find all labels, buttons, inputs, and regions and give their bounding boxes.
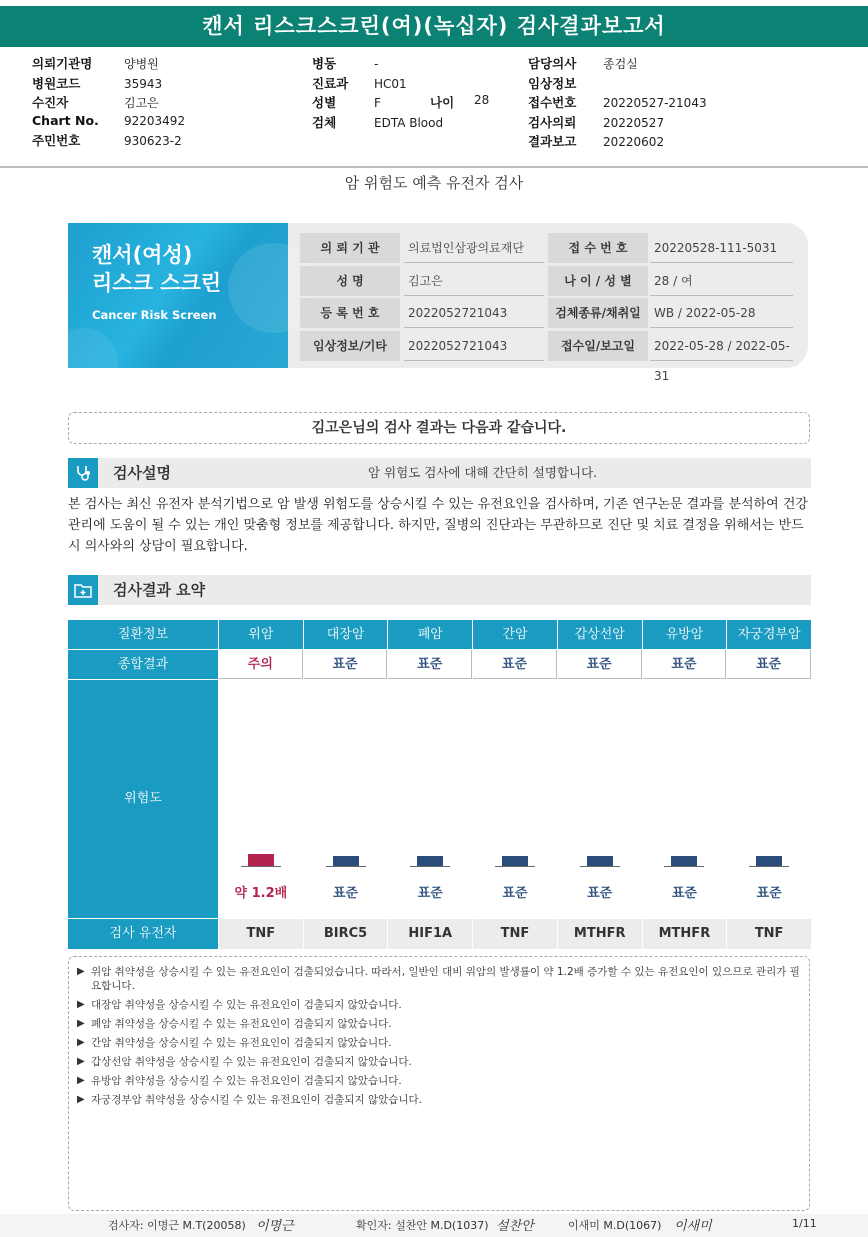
triangle-bullet-icon: ▶ (77, 966, 85, 977)
age-value: 28 (474, 93, 490, 107)
risk-bar (756, 856, 782, 866)
info-value: WB / 2022-05-28 (650, 298, 793, 328)
section-results (68, 575, 811, 605)
header-value: HC01 (374, 76, 407, 91)
triangle-bullet-icon: ▶ (77, 1037, 85, 1048)
risk-bar (671, 856, 697, 866)
overall-result: 주의 (219, 650, 303, 679)
banner-title-line1: 캔서(여성) (92, 243, 193, 267)
header-row (32, 93, 185, 113)
info-label: 임상정보/기타 (300, 331, 400, 361)
note-text: 위암 취약성을 상승시킬 수 있는 유전요인이 검출되었습니다. 따라서, 일반인 대비 위암의 발생률이 약 1.2배 증가할 수 있는 유전요인이 있으므로 관리가 필요합니다. (91, 966, 800, 992)
header-row (312, 93, 443, 113)
note-item (69, 965, 809, 993)
overall-result: 표준 (473, 650, 557, 679)
test-gene: MTHFR (643, 919, 727, 949)
header-col-2 (312, 54, 443, 132)
results-table (68, 620, 811, 949)
risk-bar (587, 856, 613, 866)
confirmer2-signature: 이새미 (674, 1219, 712, 1234)
page-number: 1/11 (792, 1217, 817, 1230)
risk-baseline (664, 866, 704, 867)
header-row (528, 132, 707, 152)
risk-bar (417, 856, 443, 866)
header-row (312, 113, 443, 133)
header-key: 병동 (312, 56, 337, 71)
header-value: 양병원 (124, 57, 159, 71)
note-item (69, 1036, 809, 1050)
info-label: 등 록 번 호 (300, 298, 400, 328)
age-label: 나이 (430, 95, 455, 110)
info-label: 나 이 / 성 별 (548, 266, 648, 296)
test-description: 본 검사는 최신 유전자 분석기법으로 암 발생 위험도를 상승시킬 수 있는 유전요인을 검사하며, 기존 연구논문 결과를 분석하여 건강 관리에 도움이 될 수 있는 개인 맞춤형 정보를 제공합니다. 하지만, 질병의 진단과는 무관하므로 진단 및 치료 결정을 위해서는 반드시 의사와의 상담이 필요합니다. (68, 497, 808, 554)
risk-label: 표준 (587, 886, 613, 901)
info-label: 검체종류/채취일 (548, 298, 648, 328)
header-col-3 (528, 54, 707, 152)
info-label: 접수일/보고일 (548, 331, 648, 361)
section-description-title: 검사설명 (113, 464, 171, 482)
cancer-name: 대장암 (304, 620, 388, 649)
risk-baseline (749, 866, 789, 867)
header-row (528, 54, 707, 74)
info-label: 접 수 번 호 (548, 233, 648, 263)
header-key: 담당의사 (528, 56, 577, 71)
header-key: 성별 (312, 95, 337, 110)
banner-title-en: Cancer Risk Screen (92, 308, 217, 322)
cancer-name: 폐암 (388, 620, 472, 649)
header-row (528, 93, 707, 113)
cancer-name: 유방암 (643, 620, 727, 649)
header-key: 주민번호 (32, 132, 81, 148)
greeting-box: 김고은님의 검사 결과는 다음과 같습니다. (68, 412, 810, 444)
report-footer (0, 1214, 868, 1237)
header-key: Chart No. (32, 112, 99, 128)
section-description (68, 458, 811, 488)
test-gene: MTHFR (558, 919, 642, 949)
cancer-name: 간암 (473, 620, 557, 649)
cancer-name: 갑상선암 (558, 620, 642, 649)
product-banner (68, 223, 288, 368)
overall-result: 표준 (643, 650, 727, 679)
note-text: 대장암 취약성을 상승시킬 수 있는 유전요인이 검출되지 않았습니다. (91, 999, 402, 1011)
cancer-name: 위암 (219, 620, 303, 649)
info-value: 28 / 여 (650, 266, 793, 296)
report-title: 캔서 리스크스크린(여)(녹십자) 검사결과보고서 (0, 6, 868, 47)
header-row (32, 113, 185, 131)
note-text: 자궁경부암 취약성을 상승시킬 수 있는 유전요인이 검출되지 않았습니다. (91, 1094, 422, 1106)
note-item (69, 998, 809, 1012)
overall-result: 표준 (388, 650, 472, 679)
risk-baseline (580, 866, 620, 867)
row-label-gene: 검사 유전자 (68, 919, 218, 949)
note-text: 갑상선암 취약성을 상승시킬 수 있는 유전요인이 검출되지 않았습니다. (91, 1056, 412, 1068)
test-gene: TNF (219, 919, 303, 949)
header-row (32, 131, 185, 149)
note-item (69, 1093, 809, 1107)
header-key: 접수번호 (528, 95, 577, 110)
note-item (69, 1017, 809, 1031)
test-gene: TNF (727, 919, 811, 949)
report-header (0, 50, 868, 168)
test-gene: HIF1A (388, 919, 472, 949)
patient-info-card (68, 223, 808, 383)
risk-label: 약 1.2배 (234, 886, 288, 901)
header-value: 20220527 (603, 115, 665, 130)
header-value: - (374, 57, 379, 71)
overall-result: 표준 (727, 650, 811, 679)
header-value: 종검실 (603, 57, 638, 71)
header-key: 임상정보 (528, 75, 577, 91)
section-results-title: 검사결과 요약 (113, 581, 206, 599)
cancer-name: 자궁경부암 (727, 620, 811, 649)
header-key: 병원코드 (32, 75, 81, 91)
info-value: 2022052721043 (404, 298, 544, 328)
row-label-disease: 질환정보 (68, 620, 218, 649)
header-value: EDTA Blood (374, 115, 444, 130)
row-label-risk: 위험도 (68, 680, 218, 918)
confirmer: 확인자: 설찬안 M.D(1037) (356, 1219, 489, 1232)
info-value: 2022052721043 (404, 331, 544, 361)
header-value: 92203492 (124, 113, 186, 128)
triangle-bullet-icon: ▶ (77, 999, 85, 1010)
header-key: 수진자 (32, 95, 69, 110)
info-value: 김고은 (404, 266, 544, 296)
note-item (69, 1074, 809, 1088)
triangle-bullet-icon: ▶ (77, 1094, 85, 1105)
note-text: 유방암 취약성을 상승시킬 수 있는 유전요인이 검출되지 않았습니다. (91, 1075, 402, 1087)
header-row (312, 54, 443, 74)
result-notes (68, 956, 810, 1211)
header-value: 20220602 (603, 135, 665, 149)
triangle-bullet-icon: ▶ (77, 1075, 85, 1086)
risk-label: 표준 (332, 886, 359, 901)
test-gene: TNF (473, 919, 557, 949)
risk-label: 표준 (502, 886, 528, 901)
info-label: 성 명 (300, 266, 400, 296)
header-value: 930623-2 (124, 133, 182, 148)
risk-label: 표준 (671, 886, 697, 901)
overall-result: 표준 (558, 650, 642, 679)
tester-signature: 이명근 (256, 1219, 294, 1234)
header-key: 의뢰기관명 (32, 56, 93, 71)
header-value: F (374, 96, 381, 110)
row-label-overall: 종합결과 (68, 650, 218, 679)
overall-result: 표준 (304, 650, 388, 679)
triangle-bullet-icon: ▶ (77, 1056, 85, 1067)
header-key: 결과보고 (528, 134, 577, 149)
folder-plus-icon (68, 575, 98, 605)
note-item (69, 1055, 809, 1069)
risk-label: 표준 (756, 886, 782, 901)
header-col-1 (32, 54, 185, 149)
section-description-desc: 암 위험도 검사에 대해 간단히 설명합니다. (368, 465, 598, 480)
tester: 검사자: 이명근 M.T(20058) (108, 1219, 246, 1232)
header-value: 20220527-21043 (603, 96, 707, 110)
triangle-bullet-icon: ▶ (77, 1018, 85, 1029)
note-text: 폐암 취약성을 상승시킬 수 있는 유전요인이 검출되지 않았습니다. (91, 1018, 392, 1030)
risk-baseline (241, 866, 281, 867)
header-key: 검사의뢰 (528, 114, 577, 130)
confirmer-signature: 설찬안 (496, 1219, 534, 1234)
banner-title-line2: 리스크 스크린 (92, 271, 222, 295)
info-value: 의료법인삼광의료재단 (404, 233, 544, 263)
risk-bar (333, 856, 359, 866)
risk-baseline (495, 866, 535, 867)
header-key: 진료과 (312, 75, 349, 91)
risk-baseline (326, 866, 366, 867)
stethoscope-icon (68, 458, 98, 488)
header-row (32, 54, 185, 74)
header-row (528, 113, 707, 133)
info-value: 2022-05-28 / 2022-05-31 (650, 331, 793, 361)
risk-baseline (410, 866, 450, 867)
page-subtitle: 암 위험도 예측 유전자 검사 (344, 174, 524, 192)
confirmer2: 이새미 M.D(1067) (568, 1219, 662, 1232)
header-row (312, 74, 443, 94)
risk-bar (502, 856, 528, 866)
header-row (32, 74, 185, 94)
header-row (528, 74, 707, 94)
risk-label: 표준 (417, 886, 443, 901)
info-value: 20220528-111-5031 (650, 233, 793, 263)
header-value: 35943 (124, 76, 163, 91)
header-value: 김고은 (124, 96, 159, 110)
info-label: 의 뢰 기 관 (300, 233, 400, 263)
note-text: 간암 취약성을 상승시킬 수 있는 유전요인이 검출되지 않았습니다. (91, 1037, 392, 1049)
test-gene: BIRC5 (304, 919, 388, 949)
header-key: 검체 (312, 114, 337, 130)
risk-bar (248, 854, 274, 866)
